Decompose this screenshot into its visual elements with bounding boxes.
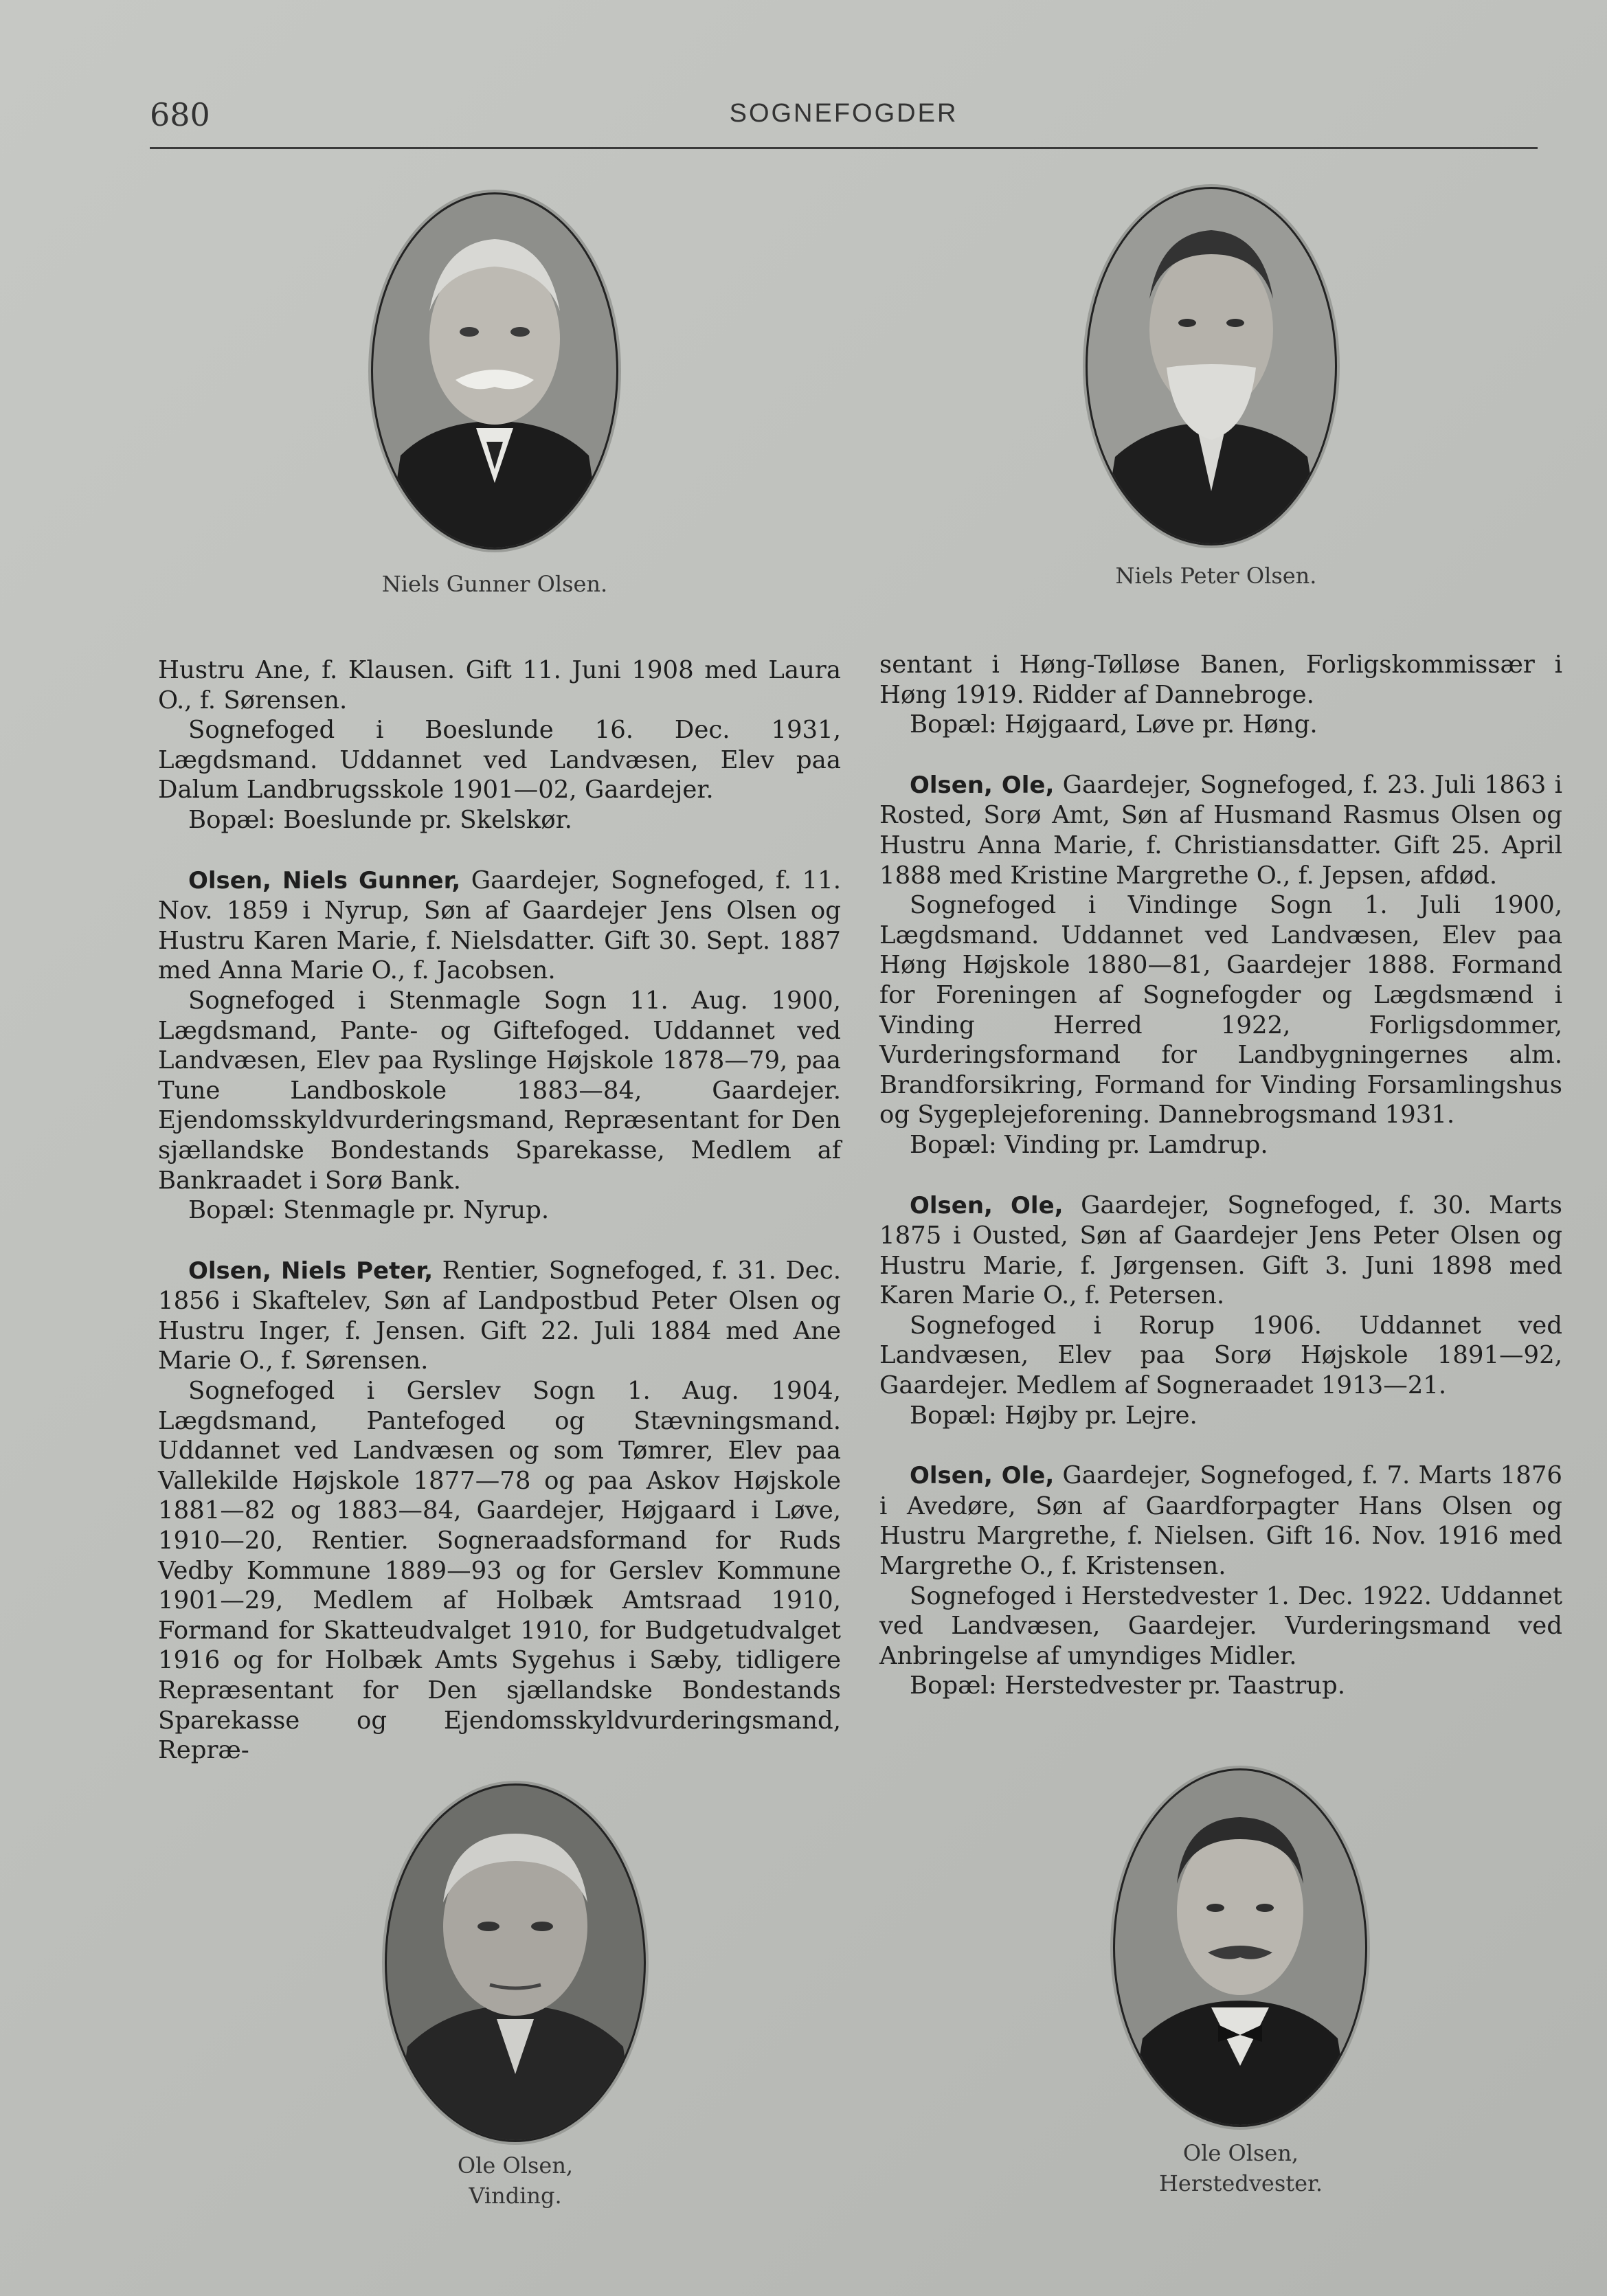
entry-ole-olsen-vinding	[879, 770, 1562, 1160]
portrait-niels-gunner-olsen	[371, 192, 618, 550]
entry-bopael: Bopæl: Herstedvester pr. Taastrup.	[910, 1672, 1346, 1700]
portrait-photo	[373, 194, 616, 548]
entry-para: Sognefoged i Stenmagle Sogn 11. Aug. 1900, Lægdsmand, Pante- og Giftefoged. Uddannet ved Landvæsen, Elev paa Ryslinge Højskole 1878—79, paa Tune Landboskole 1883—84, Gaardejer. Ejendomsskyldvurderingsmand, Repræsentant for Den sjællandske Bondestands Sparekasse, Medlem af Bankraadet i Sorø Bank.	[158, 986, 841, 1195]
header-rule	[150, 147, 1538, 149]
entry-intro: Gaardejer, Sognefoged, f. 11. Nov. 1859 i Nyrup, Søn af Gaardejer Jens Olsen og Hustru Karen Marie, f. Nielsdatter. Gift 30. Sept. 1887 med Anna Marie O., f. Jacobsen.	[158, 866, 841, 985]
entry-intro: Gaardejer, Sognefoged, f. 7. Marts 1876 i Avedøre, Søn af Gaardforpagter Hans Olsen og Hustru Margrethe, f. Nielsen. Gift 16. Nov. 1916 med Margrethe O., f. Kristensen.	[879, 1461, 1562, 1581]
entry-niels-gunner-olsen	[158, 866, 841, 1226]
portrait-photo	[1115, 1770, 1365, 2125]
entry-para: Sognefoged i Vindinge Sogn 1. Juli 1900, Lægdsmand. Uddannet ved Landvæsen, Elev paa Høng Højskole 1880—81, Gaardejer 1888. Formand for Foreningen af Sognefogder og Lægdsmænd i Vinding Herred 1922, Forligsdommer, Vurderingsformand for Landbygningernes alm. Brandforsikring, Formand for Vinding Forsamlingshus og Sygeplejeforening. Dannebrogsmand 1931.	[879, 891, 1562, 1129]
continuation-lines: Hustru Ane, f. Klausen. Gift 11. Juni 1908 med Laura O., f. Sørensen.	[158, 656, 841, 714]
caption-line1: Niels Peter Olsen.	[1115, 563, 1317, 589]
left-column	[158, 655, 841, 1766]
caption-ole-olsen-herstedvester	[1083, 2138, 1399, 2198]
entry-para: Sognefoged i Herstedvester 1. Dec. 1922. Uddannet ved Landvæsen, Gaardejer. Vurderingsmand ved Anbringelse af umyndiges Midler.	[879, 1582, 1562, 1670]
caption-line1: Niels Gunner Olsen.	[381, 571, 608, 597]
continuation-bopael: Bopæl: Boeslunde pr. Skelskør.	[188, 805, 572, 834]
caption-line2: Vinding.	[469, 2183, 562, 2209]
portrait-ole-olsen-vinding	[385, 1783, 646, 2142]
caption-line1: Ole Olsen,	[1182, 2140, 1299, 2166]
entry-name: Olsen, Niels Gunner,	[188, 866, 461, 894]
caption-niels-gunner-olsen	[337, 569, 653, 599]
continuation-bopael: Bopæl: Højgaard, Løve pr. Høng.	[910, 710, 1318, 739]
entry-intro: Gaardejer, Sognefoged, f. 30. Marts 1875 i Ousted, Søn af Gaardejer Jens Peter Olsen og Hustru Marie, f. Jørgensen. Gift 3. Juni 1898 med Karen Marie O., f. Petersen.	[879, 1191, 1562, 1310]
entry-intro: Gaardejer, Sognefoged, f. 23. Juli 1863 i Rosted, Sorø Amt, Søn af Husmand Rasmus Olsen og Hustru Anna Marie, f. Christiansdatter. Gift 25. April 1888 med Kristine Margrethe O., f. Jepsen, afdød.	[879, 770, 1562, 890]
left-continuation	[158, 655, 841, 835]
caption-line1: Ole Olsen,	[457, 2152, 574, 2179]
right-continuation	[879, 650, 1562, 740]
entry-niels-peter-olsen	[158, 1256, 841, 1766]
entry-para: Sognefoged i Gerslev Sogn 1. Aug. 1904, Lægdsmand, Pantefoged og Stævningsmand. Uddannet ved Landvæsen og som Tømrer, Elev paa Vallekilde Højskole 1877—78 og paa Askov Højskole 1881—82 og 1883—84, Gaardejer, Højgaard i Løve, 1910—20, Rentier. Sogneraadsformand for Ruds Vedby Kommune 1889—93 og for Gerslev Kommune 1901—29, Medlem af Holbæk Amtsraad 1910, Formand for Skatteudvalget 1910, for Budgetudvalget 1916 og for Holbæk Amts Sygehus i Sæby, tidligere Repræsentant for Den sjællandske Bondestands Sparekasse og Ejendomsskyldvurderingsmand, Repræ-	[158, 1377, 841, 1765]
page-header	[150, 96, 1538, 151]
portrait-niels-peter-olsen	[1086, 187, 1337, 545]
running-title: SOGNEFOGDER	[729, 99, 958, 128]
right-column	[879, 650, 1562, 1701]
entry-intro: Rentier, Sognefoged, f. 31. Dec. 1856 i Skaftelev, Søn af Landpostbud Peter Olsen og Hustru Inger, f. Jensen. Gift 22. Juli 1884 med Ane Marie O., f. Sørensen.	[158, 1256, 841, 1375]
portrait-ole-olsen-herstedvester	[1113, 1768, 1367, 2127]
portrait-photo	[1088, 189, 1335, 543]
portrait-photo	[387, 1786, 644, 2140]
continuation-para: Sognefoged i Boeslunde 16. Dec. 1931, Lægdsmand. Uddannet ved Landvæsen, Elev paa Dalum Landbrugsskole 1901—02, Gaardejer.	[158, 716, 841, 804]
entry-name: Olsen, Ole,	[910, 771, 1055, 799]
entry-ole-olsen-herstedvester	[879, 1461, 1562, 1701]
entry-bopael: Bopæl: Stenmagle pr. Nyrup.	[188, 1196, 550, 1225]
entry-ole-olsen-rorup	[879, 1191, 1562, 1431]
entry-name: Olsen, Ole,	[910, 1462, 1055, 1490]
continuation-lines: sentant i Høng-Tølløse Banen, Forligskommissær i Høng 1919. Ridder af Dannebroge.	[879, 651, 1562, 709]
entry-name: Olsen, Niels Peter,	[188, 1257, 434, 1285]
entry-para: Sognefoged i Rorup 1906. Uddannet ved Landvæsen, Elev paa Sorø Højskole 1891—92, Gaardejer. Medlem af Sogneraadet 1913—21.	[879, 1311, 1562, 1400]
entry-bopael: Bopæl: Højby pr. Lejre.	[910, 1401, 1198, 1430]
entry-bopael: Bopæl: Vinding pr. Lamdrup.	[910, 1130, 1268, 1159]
caption-line2: Herstedvester.	[1158, 2170, 1323, 2196]
caption-niels-peter-olsen	[1058, 561, 1374, 591]
entry-name: Olsen, Ole,	[910, 1191, 1064, 1219]
page-number: 680	[150, 96, 210, 133]
caption-ole-olsen-vinding	[357, 2150, 673, 2211]
